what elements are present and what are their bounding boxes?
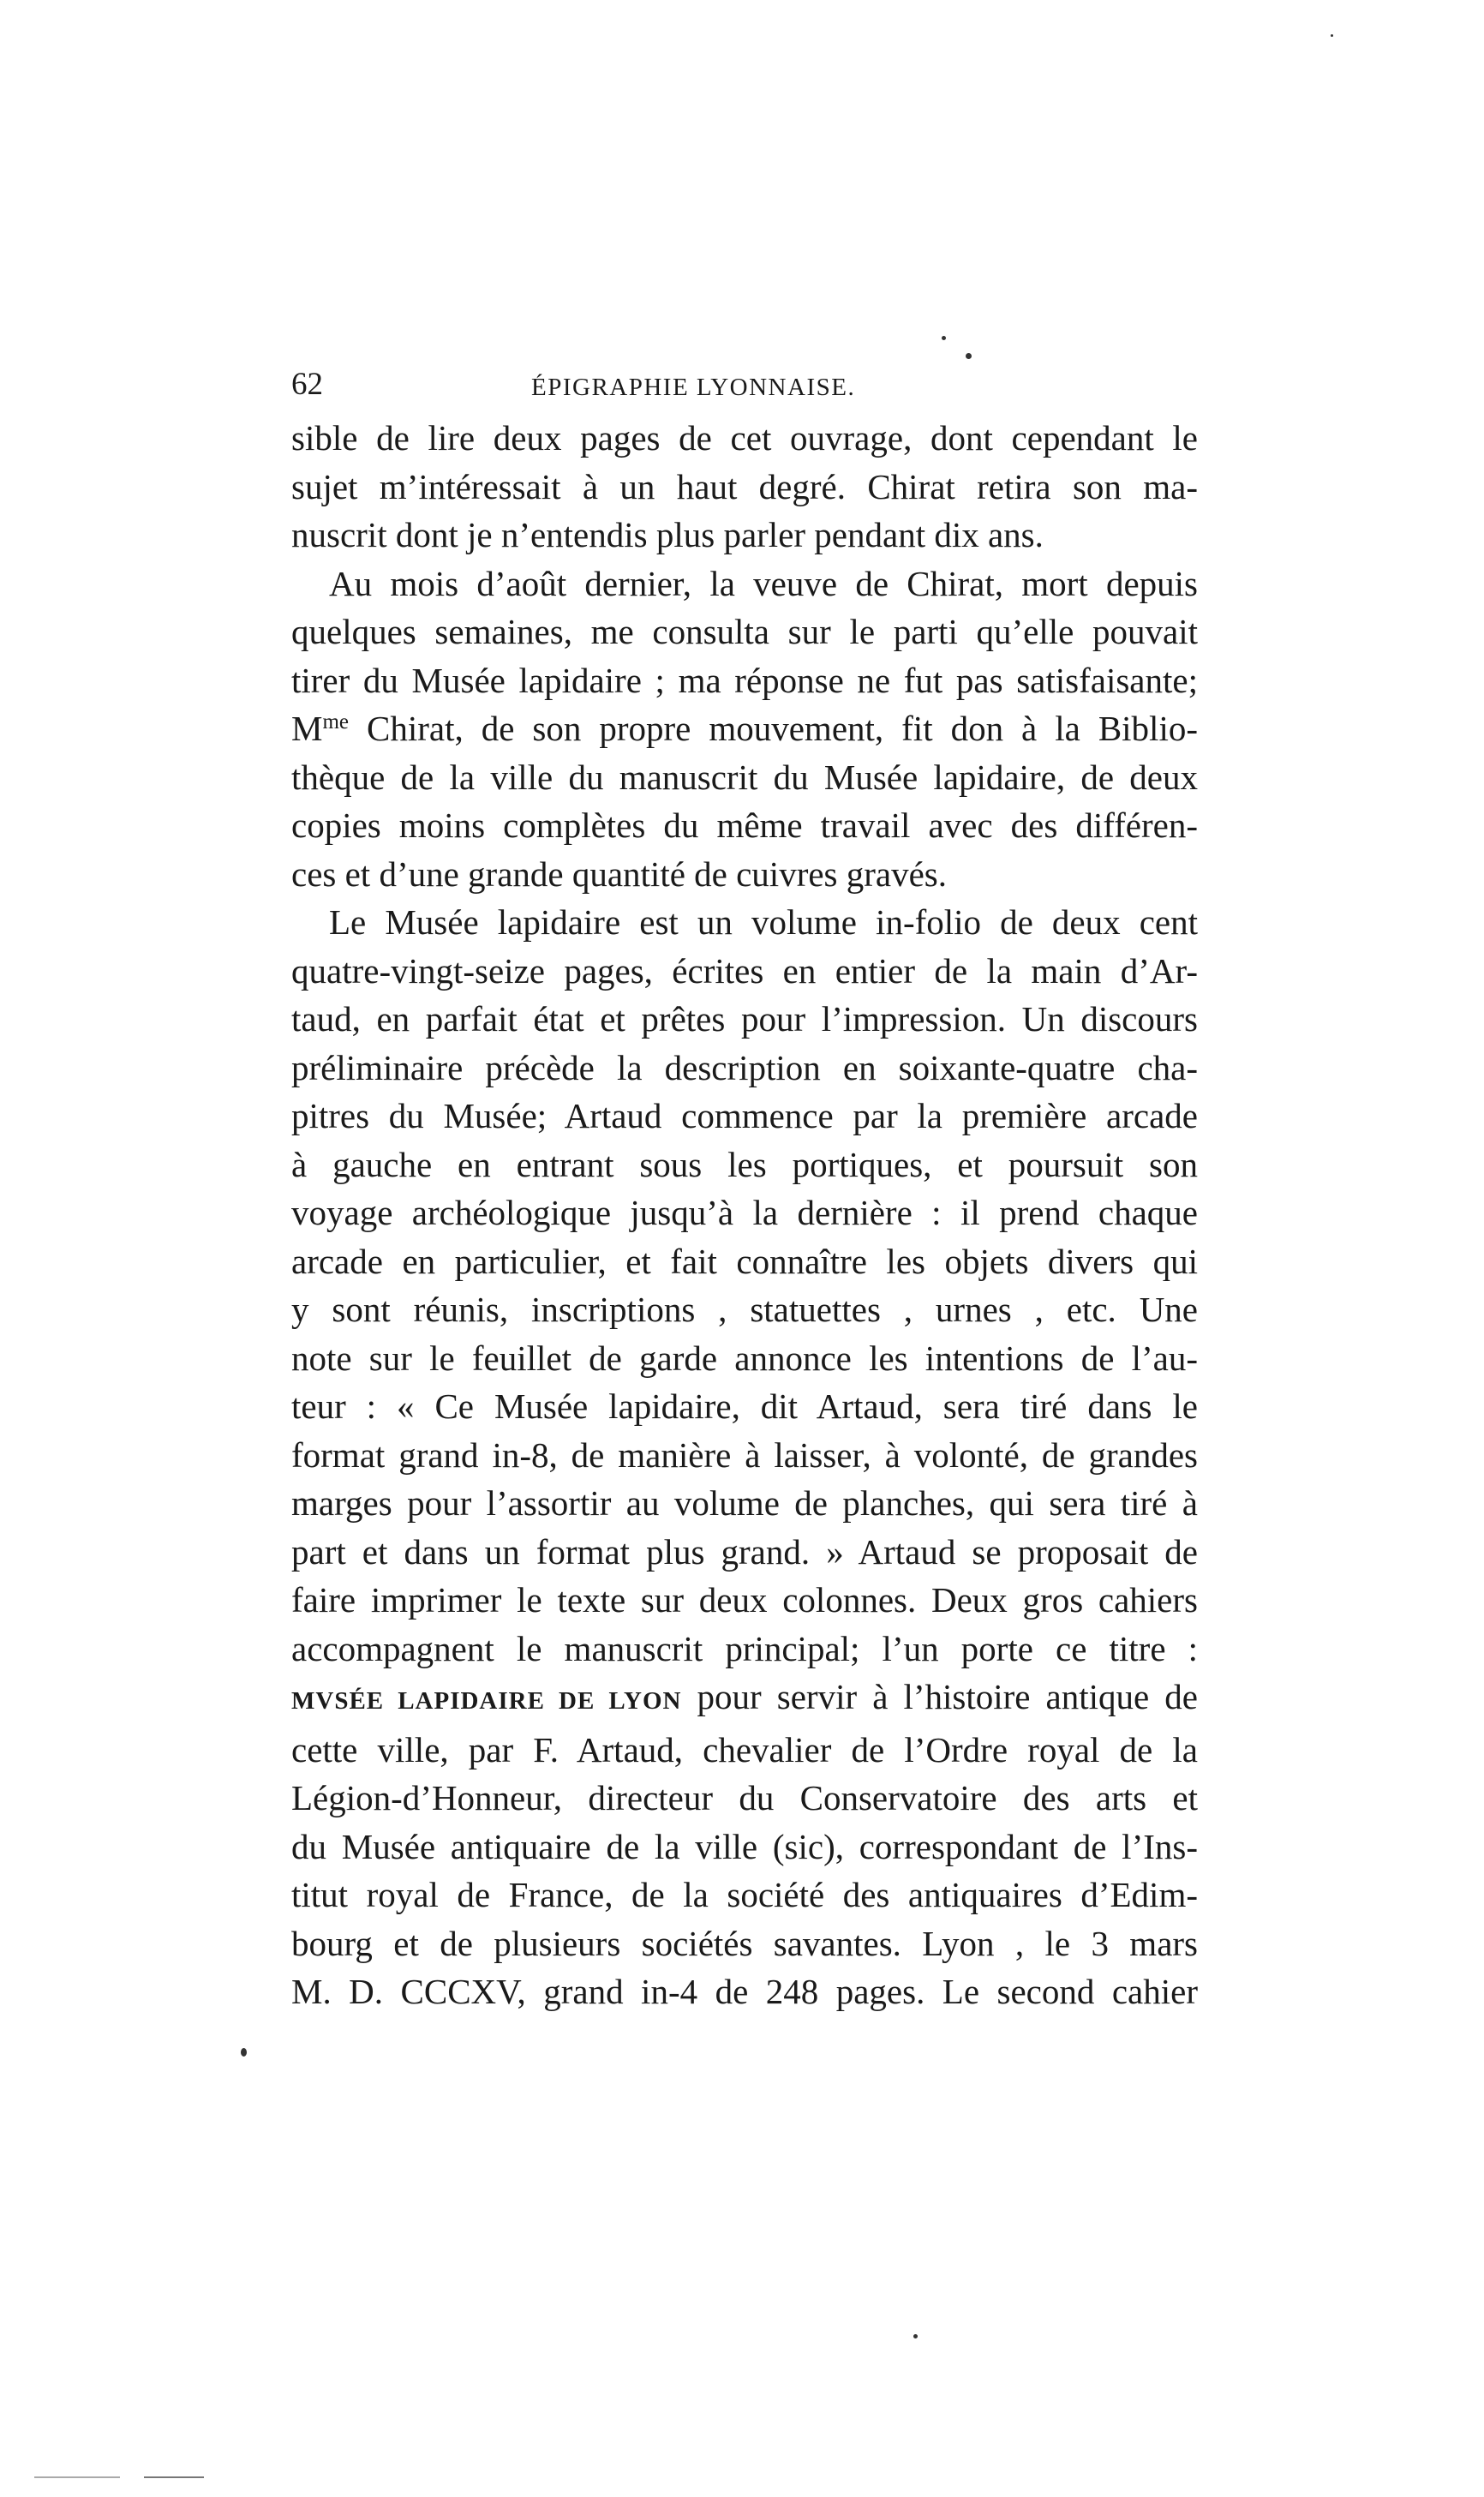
text-line: format grand in-8, de manière à laisser, à volonté, de grandes bbox=[291, 1434, 1198, 1475]
text-line: taud, en parfait état et prêtes pour l’impression. Un discours bbox=[291, 999, 1198, 1039]
text-line: pitres du Musée; Artaud commence par la première arcade bbox=[291, 1096, 1198, 1135]
text-line: voyage archéologique jusqu’à la dernière : il prend chaque bbox=[291, 1193, 1198, 1232]
text-line: M. D. CCCXV, grand in-4 de 248 pages. Le second cahier bbox=[291, 1972, 1198, 2011]
text-line: à gauche en entrant sous les portiques, et poursuit son bbox=[291, 1144, 1198, 1184]
ink-speck bbox=[942, 336, 946, 340]
text-line: part et dans un format plus grand. » Artaud se proposait de bbox=[291, 1531, 1198, 1572]
text-line: arcade en particulier, et fait connaître les objets divers qui bbox=[291, 1241, 1198, 1281]
text-line bbox=[291, 1673, 1198, 1726]
text-line: copies moins complètes du même travail avec des différen- bbox=[291, 805, 1198, 845]
line-remainder: Chirat, de son propre mouvement, fit don à la Biblio- bbox=[349, 709, 1198, 748]
ink-speck bbox=[913, 2334, 918, 2338]
text-line: titut royal de France, de la société des antiquaires d’Edim- bbox=[291, 1875, 1198, 1914]
text-line: ces et d’une grande quantité de cuivres gravés. bbox=[291, 853, 948, 894]
text-line: accompagnent le manuscrit principal; l’un porte ce titre : bbox=[291, 1628, 1198, 1668]
text-line: marges pour l’assortir au volume de planches, qui sera tiré à bbox=[291, 1483, 1198, 1523]
page-number: 62 bbox=[291, 367, 323, 402]
line-remainder: pour servir à l’histoire antique de bbox=[681, 1677, 1198, 1716]
text-line: note sur le feuillet de garde annonce les intentions de l’au- bbox=[291, 1338, 1198, 1378]
ink-speck bbox=[966, 353, 972, 359]
text-line: thèque de la ville du manuscrit du Musée lapidaire, de deux bbox=[291, 757, 1198, 797]
text-line: bourg et de plusieurs sociétés savantes. Lyon , le 3 mars bbox=[291, 1923, 1198, 1963]
text-line: sujet m’intéressait à un haut degré. Chirat retira son ma- bbox=[291, 466, 1198, 506]
running-title: ÉPIGRAPHIE LYONNAISE. bbox=[531, 374, 856, 401]
text-line: teur : « Ce Musée lapidaire, dit Artaud, sera tiré dans le bbox=[291, 1386, 1198, 1426]
text-line: Le Musée lapidaire est un volume in-folio de deux cent bbox=[329, 902, 1198, 942]
text-line: sible de lire deux pages de cet ouvrage, dont cependant le bbox=[291, 418, 1198, 458]
text-line: cette ville, par F. Artaud, chevalier de l’Ordre royal de la bbox=[291, 1729, 1198, 1769]
text-line: tirer du Musée lapidaire ; ma réponse ne fut pas satisfaisante; bbox=[291, 660, 1198, 700]
scan-edge-mark bbox=[144, 2476, 204, 2478]
text-line: y sont réunis, inscriptions , statuettes , urnes , etc. Une bbox=[291, 1290, 1198, 1329]
small-caps-title: MVSÉE LAPIDAIRE DE LYON bbox=[291, 1687, 682, 1715]
text-line: Légion-d’Honneur, directeur du Conservatoire des arts et bbox=[291, 1778, 1198, 1817]
text-line: quatre-vingt-seize pages, écrites en entier de la main d’Ar- bbox=[291, 950, 1198, 991]
text-line bbox=[291, 704, 1198, 753]
body-text bbox=[291, 414, 1198, 2016]
running-head bbox=[291, 368, 1200, 420]
text-line: du Musée antiquaire de la ville (sic), correspondant de l’Ins- bbox=[291, 1826, 1198, 1866]
abbreviation: M bbox=[291, 709, 323, 748]
text-line: quelques semaines, me consulta sur le parti qu’elle pouvait bbox=[291, 612, 1198, 651]
superscript: me bbox=[322, 710, 350, 734]
ink-speck bbox=[241, 2048, 247, 2057]
text-line: Au mois d’août dernier, la veuve de Chirat, mort depuis bbox=[329, 563, 1198, 603]
scan-edge-mark bbox=[34, 2476, 120, 2478]
text-line: préliminaire précède la description en soixante-quatre cha- bbox=[291, 1047, 1198, 1087]
text-line: nuscrit dont je n’entendis plus parler pendant dix ans. bbox=[291, 515, 1044, 554]
ink-speck bbox=[1331, 34, 1333, 37]
text-line: faire imprimer le texte sur deux colonnes. Deux gros cahiers bbox=[291, 1580, 1198, 1620]
